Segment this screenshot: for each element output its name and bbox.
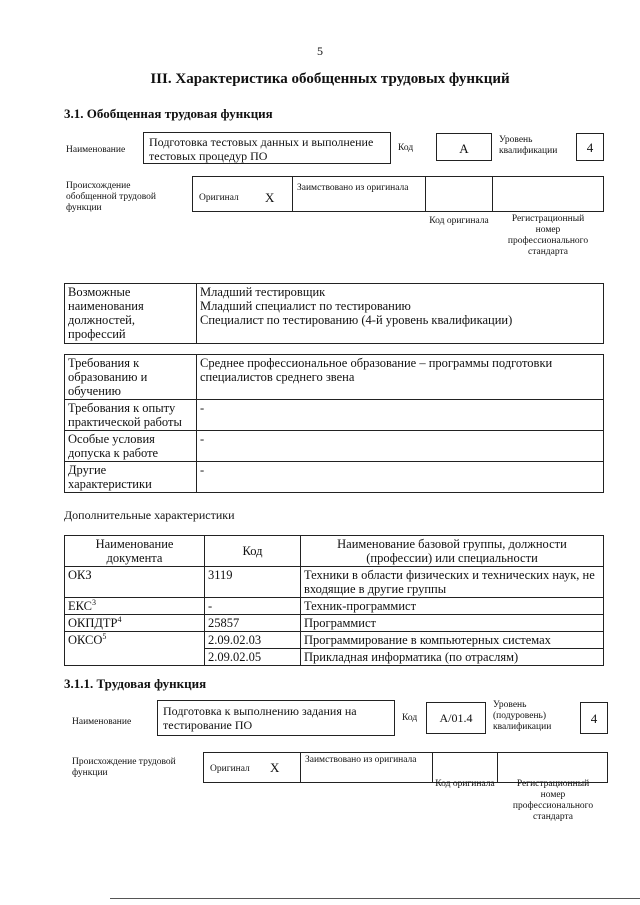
requirements-table bbox=[64, 354, 604, 493]
table-row bbox=[65, 615, 604, 632]
tf-original-mark: X bbox=[270, 760, 280, 775]
divider bbox=[492, 176, 493, 212]
row-name: Программирование в компьютерных системах bbox=[301, 632, 604, 649]
req-education-label: Требования к образованию и обучению bbox=[65, 355, 197, 400]
header-document: Наименование документа bbox=[65, 536, 205, 567]
gtf-code-field bbox=[436, 133, 492, 161]
additional-heading: Дополнительные характеристики bbox=[64, 508, 235, 522]
tf-borrowed-label: Заимствовано из оригинала bbox=[305, 755, 417, 765]
position-item: Младший специалист по тестированию bbox=[200, 299, 411, 313]
table-row bbox=[65, 567, 604, 598]
divider bbox=[497, 752, 498, 783]
positions-table bbox=[64, 283, 604, 344]
tf-origin-label: Происхождение трудовой функции bbox=[72, 757, 176, 778]
gtf-code-label: Код bbox=[398, 143, 414, 153]
row-doc: ОКСО$^5$ bbox=[65, 632, 205, 666]
row-code: 2.09.02.05 bbox=[205, 649, 301, 666]
table-row bbox=[65, 598, 604, 615]
header-code: Код bbox=[205, 536, 301, 567]
tf-heading: 3.1.1. Трудовая функция bbox=[64, 676, 207, 691]
divider bbox=[292, 176, 293, 212]
page-edge-line bbox=[110, 898, 640, 899]
divider bbox=[432, 752, 433, 783]
page-number: 5 bbox=[317, 44, 323, 58]
tf-code-original-label: Код оригинала bbox=[435, 779, 495, 789]
gtf-code-original-label: Код оригинала bbox=[429, 216, 489, 226]
footnote-ref: 4 bbox=[117, 614, 122, 624]
gtf-name-value: Подготовка тестовых данных и выполнение тестовых процедур ПО bbox=[149, 135, 374, 163]
divider bbox=[300, 752, 301, 783]
row-doc: ОКПДТР$^4$ bbox=[65, 615, 205, 632]
positions-label: Возможные наименования должностей, профессий bbox=[65, 284, 197, 344]
section-title: III. Характеристика обобщенных трудовых функций bbox=[150, 71, 510, 87]
tf-name-value: Подготовка к выполнению задания на тестирование ПО bbox=[163, 704, 357, 732]
divider bbox=[425, 176, 426, 212]
req-experience-value: - bbox=[197, 400, 604, 431]
gtf-name-label: Наименование bbox=[66, 145, 126, 155]
req-other-value: - bbox=[197, 462, 604, 493]
gtf-original-mark: X bbox=[265, 190, 275, 205]
footnote-ref: 3 bbox=[92, 597, 96, 607]
req-experience-label: Требования к опыту практической работы bbox=[65, 400, 197, 431]
row-doc: ОКЗ bbox=[65, 567, 205, 598]
tf-level-label: Уровень (подуровень) квалификации bbox=[493, 700, 552, 732]
gtf-level-field bbox=[576, 133, 604, 161]
tf-level-value: 4 bbox=[590, 711, 598, 726]
additional-table bbox=[64, 535, 604, 666]
gtf-origin-table bbox=[192, 176, 604, 212]
gtf-borrowed-label: Заимствовано из оригинала bbox=[297, 183, 409, 193]
req-other-label: Другие характеристики bbox=[65, 462, 197, 493]
tf-reg-number-label: Регистрационный номер профессионального стандарта bbox=[512, 779, 594, 822]
gtf-original-label: Оригинал bbox=[199, 193, 239, 203]
req-education-value: Среднее профессиональное образование – программы подготовки специалистов среднего звена bbox=[197, 355, 604, 400]
row-name: Техники в области физических и технических наук, не входящие в другие группы bbox=[301, 567, 604, 598]
footnote-ref: 5 bbox=[102, 631, 107, 641]
row-code: - bbox=[205, 598, 301, 615]
position-item: Специалист по тестированию (4-й уровень квалификации) bbox=[200, 313, 513, 327]
tf-code-field bbox=[426, 702, 486, 734]
gtf-name-field bbox=[143, 132, 391, 164]
tf-code-label: Код bbox=[402, 713, 418, 723]
row-code: 2.09.02.03 bbox=[205, 632, 301, 649]
gtf-origin-label: Происхождение обобщенной трудовой функции bbox=[66, 181, 156, 213]
gtf-code-value: А bbox=[459, 141, 469, 156]
row-name: Техник-программист bbox=[301, 598, 604, 615]
tf-name-field bbox=[157, 700, 395, 736]
row-doc: ЕКС$^3$ bbox=[65, 598, 205, 615]
req-conditions-value: - bbox=[197, 431, 604, 462]
table-row bbox=[65, 632, 604, 649]
positions-list bbox=[197, 284, 604, 344]
gtf-reg-number-label: Регистрационный номер профессионального стандарта bbox=[507, 214, 589, 257]
header-group-name: Наименование базовой группы, должности (профессии) или специальности bbox=[301, 536, 604, 567]
tf-original-label: Оригинал bbox=[210, 764, 250, 774]
position-item: Младший тестировщик bbox=[200, 285, 326, 299]
row-code: 25857 bbox=[205, 615, 301, 632]
row-name: Прикладная информатика (по отраслям) bbox=[301, 649, 604, 666]
gtf-level-label: Уровень квалификации bbox=[499, 135, 558, 156]
gtf-heading: 3.1. Обобщенная трудовая функция bbox=[64, 106, 273, 121]
tf-code-value: A/01.4 bbox=[439, 711, 473, 725]
row-name: Программист bbox=[301, 615, 604, 632]
tf-level-field bbox=[580, 702, 608, 734]
req-conditions-label: Особые условия допуска к работе bbox=[65, 431, 197, 462]
tf-name-label: Наименование bbox=[72, 717, 132, 727]
gtf-level-value: 4 bbox=[586, 140, 594, 155]
row-code: 3119 bbox=[205, 567, 301, 598]
